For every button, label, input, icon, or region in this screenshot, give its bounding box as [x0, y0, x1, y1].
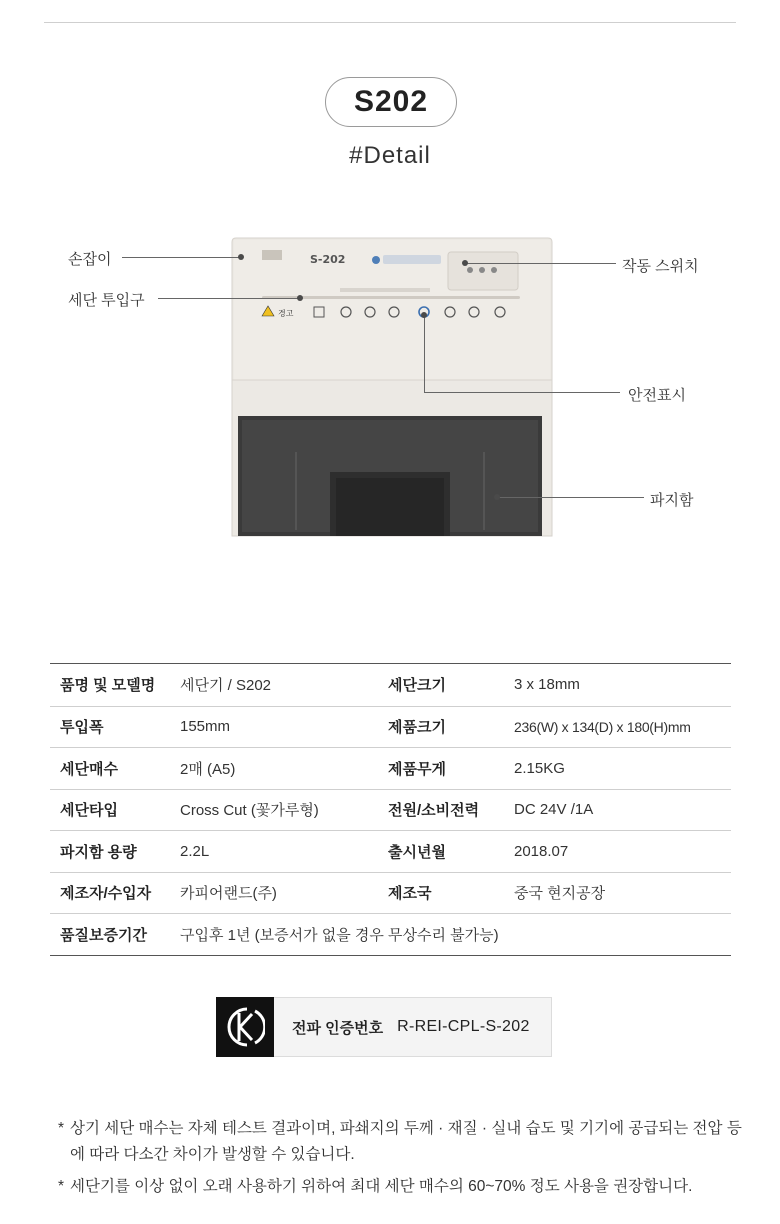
spec-key: 투입폭: [60, 719, 104, 737]
spec-value: 2매 (A5): [180, 760, 236, 778]
spec-value: 2018.07: [514, 842, 569, 860]
detail-tag: #Detail: [349, 142, 431, 169]
spec-row: [50, 830, 731, 872]
callout-handle-label: 손잡이: [68, 251, 112, 268]
callout-switch-line: [466, 263, 616, 264]
spec-row: [50, 747, 731, 789]
callout-slot-dot: [297, 295, 303, 301]
model-name-badge: [325, 77, 457, 127]
spec-value: 구입후 1년 (보증서가 없을 경우 무상수리 불가능): [180, 926, 499, 944]
callout-slot-label: 세단 투입구: [68, 292, 145, 309]
callout-handle-line: [122, 257, 240, 258]
certification-label: 전파 인증번호: [292, 1019, 384, 1037]
spec-key: 제품무게: [388, 760, 446, 778]
spec-value: 카피어랜드(주): [180, 885, 277, 903]
callout-slot-line: [158, 298, 300, 299]
device-brand: S-202: [310, 253, 346, 266]
callout-safety-label: 안전표시: [628, 387, 686, 404]
spec-row: [50, 664, 731, 706]
spec-row-warranty: [50, 913, 731, 955]
spec-key: 제품크기: [388, 719, 446, 737]
certification-box: [216, 997, 552, 1057]
footnote-marker: *: [58, 1178, 65, 1195]
callout-bin-line: [498, 497, 644, 498]
footnote-marker: *: [58, 1120, 65, 1137]
footnote: [58, 1116, 748, 1168]
callout-switch-dot: [462, 260, 468, 266]
spec-row: [50, 789, 731, 831]
spec-value: DC 24V /1A: [514, 801, 594, 819]
footnote-text: 상기 세단 매수는 자체 테스트 결과이며, 파쇄지의 두께 · 재질 · 실내 습도 및 기기에 공급되는 전압 등에 따라 다소간 차이가 발생할 수 있습니다.: [70, 1120, 742, 1163]
callout-bin-dot: [494, 494, 500, 500]
certification-code: R-REI-CPL-S-202: [397, 1018, 530, 1035]
callout-safety-dot: [421, 312, 427, 318]
callout-switch-label: 작동 스위치: [622, 258, 699, 275]
spec-table: [50, 663, 731, 956]
kc-mark-icon: [216, 997, 274, 1057]
spec-key: 제조국: [388, 885, 432, 903]
callout-handle-dot: [238, 254, 244, 260]
callout-bin-label: 파지함: [650, 492, 694, 509]
callout-safety-line-v: [424, 316, 425, 392]
spec-key: 제조자/수입자: [60, 885, 152, 903]
spec-key: 전원/소비전력: [388, 802, 480, 820]
callout-safety-line-h: [424, 392, 620, 393]
spec-key: 품명 및 모델명: [60, 677, 156, 695]
spec-value: 236(W) x 134(D) x 180(H)mm: [514, 718, 691, 735]
top-divider: [44, 22, 736, 23]
footnote-text: 세단기를 이상 없이 오래 사용하기 위하여 최대 세단 매수의 60~70% 정도 사용을 권장합니다.: [70, 1178, 693, 1195]
device-warning: 경고: [278, 309, 294, 318]
footnote: [58, 1174, 748, 1200]
spec-value: 2.15KG: [514, 759, 565, 777]
spec-key: 세단타입: [60, 802, 118, 820]
footnotes: [58, 1116, 748, 1206]
spec-key: 출시년월: [388, 843, 446, 861]
spec-value: 155mm: [180, 718, 231, 736]
spec-value: Cross Cut (꽃가루형): [180, 802, 319, 820]
spec-value: 중국 현지공장: [514, 885, 606, 903]
spec-row: [50, 872, 731, 914]
spec-row: [50, 706, 731, 748]
model-name: S202: [353, 85, 429, 118]
spec-value: 세단기 / S202: [180, 677, 272, 695]
spec-key: 세단크기: [388, 677, 446, 695]
spec-value: 3 x 18mm: [514, 676, 580, 694]
spec-value: 2.2L: [180, 842, 210, 860]
spec-key: 품질보증기간: [60, 926, 147, 944]
spec-key: 세단매수: [60, 760, 118, 778]
spec-key: 파지함 용량: [60, 843, 137, 861]
